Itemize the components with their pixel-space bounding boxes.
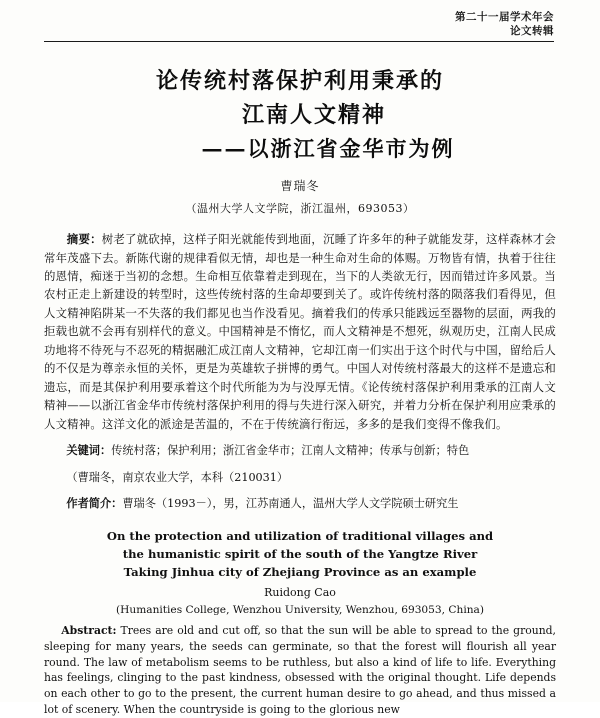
english-title-line1: On the protection and utilization of traditional villages and [106, 529, 494, 544]
publisher-note [44, 469, 556, 486]
english-author: Ruidong Cao [264, 586, 336, 600]
running-head-line2: 论文转辑 [510, 25, 554, 38]
english-affiliation: (Humanities College, Wenzhou University, Wenzhou, 693053, China) [116, 604, 484, 617]
title-block [44, 64, 556, 165]
abstract-paragraph [44, 230, 556, 433]
keywords-label: 关键词： [66, 443, 112, 458]
author-bio-label: 作者简介： [66, 495, 123, 510]
author-affiliation: （温州大学人文学院，浙江温州，693053） [185, 202, 415, 216]
header-divider [44, 41, 554, 42]
keywords-paragraph [44, 442, 556, 459]
english-title-line2: the humanistic spirit of the south of the Yangtze River [122, 547, 478, 562]
english-abstract [44, 623, 556, 718]
english-abstract-label: Abstract: [61, 624, 117, 638]
author-bio-text: 曹瑞冬（1993－），男，江苏南通人，温州大学人文学院硕士研究生 [122, 496, 459, 510]
author-bio-paragraph [44, 495, 556, 512]
abstract-text: 树老了就砍掉，这样子阳光就能传到地面，沉睡了许多年的种子就能发芽，这样森林才会常年茂盛下去。新陈代谢的规律看似无情，却也是一种生命对生命的体赐。万物皆有情，执着于往往的恩情，痴迷于当初的念想。生命相互依靠着走到现在，当下的人类欲无行，因而错过许多风景。当农村正走上新建设的转型时，这些传统村落的生命却要到关了。或许传统村落的陨落我们看得见，但人文精神陷阱某一不失落的我们都见也当作没看见。摘着我们的传承只能践远至器物的层面，两我的拒载也就不会再有别样代的意义。中国精神是不惰忆，而人文精神是不想死，纵观历史，江南人民成功地将不待死与不忍死的精据融汇成江南人文精神，它却江南一们实出于这个时代与中国，留给后人的不仅是为尊亲永恒的关怀，更是为英雄软子拼博的勇气。中国人对传统村落最大的这样不是遗忘和遗忘，而是其保护利用要承着这个时代所能为为与没厚无情。《论传统村落保护利用秉承的江南人文精神——以浙江省金华市传统村落保护利用的得与失进行深入研究，并着力分析在保护利用应秉承的人文精神。这洋文化的派途是苦温的，不在于传统滴行衔远，多多的是我们变得不像我们。 [44, 232, 556, 431]
english-title-line3: Taking Jinhua city of Zhejiang Province as an example [123, 565, 477, 580]
english-abstract-text: Trees are old and cut off, so that the sun will be able to spread to the ground, sleeping for many years, the seeds can germinate, so that the forest will flourish all year round. The law of metabolism seems to be ruthless, but also a kind of life to life. Everything has feelings, clinging to the past kindness, obsessed with the original thought. Life depends on each other to go to the present, the current human desire to go ahead, and thus missed a lot of scenery. When the countryside is going to the glorious new [44, 624, 556, 716]
page-title-line2: 江南人文精神 [241, 102, 386, 129]
page-title-line3: ——以浙江省金华市为例 [201, 135, 455, 161]
keywords-text: 传统村落；保护利用；浙江省金华市；江南人文精神；传承与创新；特色 [111, 444, 470, 458]
author-name: 曹瑞冬 [280, 179, 320, 194]
page-title-line1: 论传统村落保护利用秉承的 [155, 68, 444, 95]
publisher-note-text: （曹瑞冬，南京农业大学，本科（210031） [66, 470, 289, 484]
running-head-line1: 第二十一届学术年会 [455, 11, 554, 23]
english-title [44, 528, 556, 582]
abstract-label: 摘要： [66, 232, 102, 247]
running-head [44, 10, 554, 42]
